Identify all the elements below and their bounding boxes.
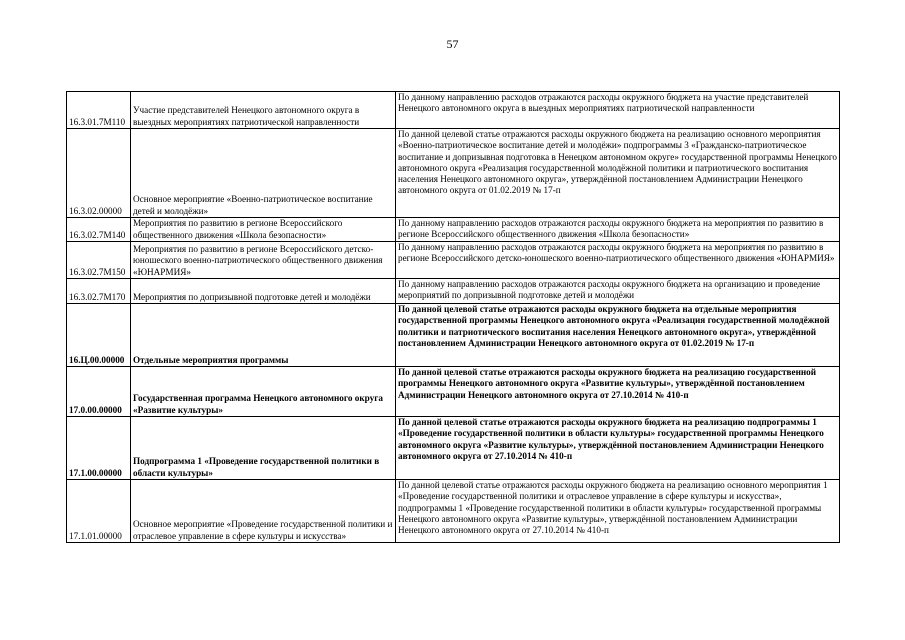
row-code: 17.1.00.00000 [67,417,131,480]
table-row [67,480,840,543]
table-row [67,304,840,367]
row-code: 17.0.00.00000 [67,367,131,417]
row-code: 17.1.01.00000 [67,480,131,543]
table-row [67,218,840,242]
table-row [67,92,840,129]
row-name: Основное мероприятие «Проведение государственной политики и отраслевое управление в сфере культуры и искусства» [131,480,396,543]
row-code: 16.3.02.7М150 [67,242,131,279]
row-description: По данному направлению расходов отражаются расходы окружного бюджета на участие представителей Ненецкого автономного округа в выездных мероприятиях патриотической направленности [396,92,840,129]
row-description: По данной целевой статье отражаются расходы окружного бюджета на реализацию государственной программы Ненецкого автономного округа «Развитие культуры», утверждённой постановлением Администрации Ненецкого автономного округа от 27.10.2014 № 410-п [396,367,840,417]
row-name: Основное мероприятие «Военно-патриотическое воспитание детей и молодёжи» [131,129,396,218]
row-name: Мероприятия по допризывной подготовке детей и молодёжи [131,279,396,304]
row-name: Мероприятия по развитию в регионе Всероссийского детско-юношеского военно-патриотического общественного движения «ЮНАРМИЯ» [131,242,396,279]
table-row [67,129,840,218]
row-name: Подпрограмма 1 «Проведение государственной политики в области культуры» [131,417,396,480]
page-number: 57 [446,37,459,51]
row-name: Мероприятия по развитию в регионе Всероссийского общественного движения «Школа безопасности» [131,218,396,242]
row-code: 16.3.01.7М110 [67,92,131,129]
table-row [67,242,840,279]
row-code: 16.3.02.7М170 [67,279,131,304]
row-name: Государственная программа Ненецкого автономного округа «Развитие культуры» [131,367,396,417]
row-description: По данной целевой статье отражаются расходы окружного бюджета на реализацию подпрограммы 1 «Проведение государственной политики в области культуры» государственной программы Ненецкого автономного округа «Развитие культуры», утверждённой постановлением Администрации Ненецкого автономного округа от 27.10.2014 № 410-п [396,417,840,480]
row-description: По данному направлению расходов отражаются расходы окружного бюджета на организацию и проведение мероприятий по допризывной подготовке детей и молодёжи [396,279,840,304]
target-articles-table [66,91,840,543]
row-code: 16.3.02.7М140 [67,218,131,242]
row-name: Участие представителей Ненецкого автономного округа в выездных мероприятиях патриотической направленности [131,92,396,129]
table-row [67,417,840,480]
row-code: 16.Ц.00.00000 [67,304,131,367]
row-description: По данному направлению расходов отражаются расходы окружного бюджета на мероприятия по развитию в регионе Всероссийского детско-юношеского военно-патриотического общественного движения «ЮНАРМИЯ» [396,242,840,279]
table-row [67,367,840,417]
row-description: По данному направлению расходов отражаются расходы окружного бюджета на мероприятия по развитию в регионе Всероссийского общественного движения «Школа безопасности» [396,218,840,242]
table-row [67,279,840,304]
row-description: По данной целевой статье отражаются расходы окружного бюджета на отдельные мероприятия государственной программы Ненецкого автономного округа «Реализация государственной молодёжной политики и патриотического воспитания населения Ненецкого автономного округа», утверждённой постановлением Администрации Ненецкого автономного округа от 01.02.2019 № 17-п [396,304,840,367]
row-name: Отдельные мероприятия программы [131,304,396,367]
row-code: 16.3.02.00000 [67,129,131,218]
row-description: По данной целевой статье отражаются расходы окружного бюджета на реализацию основного мероприятия «Военно-патриотическое воспитание детей и молодёжи» подпрограммы 3 «Гражданско-патриотическое воспитание и допризывная подготовка в Ненецком автономном округе» государственной программы Ненецкого автономного округа «Реализация государственной молодёжной политики и патриотического воспитания населения Ненецкого автономного округа», утверждённой постановлением Администрации Ненецкого автономного округа от 01.02.2019 № 17-п [396,129,840,218]
row-description: По данной целевой статье отражаются расходы окружного бюджета на реализацию основного мероприятия 1 «Проведение государственной политики и отраслевое управление в сфере культуры и искусства», подпрограммы 1 «Проведение государственной политики в области культуры» государственной программы Ненецкого автономного округа «Развитие культуры», утверждённой постановлением Администрации Ненецкого автономного округа от 27.10.2014 № 410-п [396,480,840,543]
